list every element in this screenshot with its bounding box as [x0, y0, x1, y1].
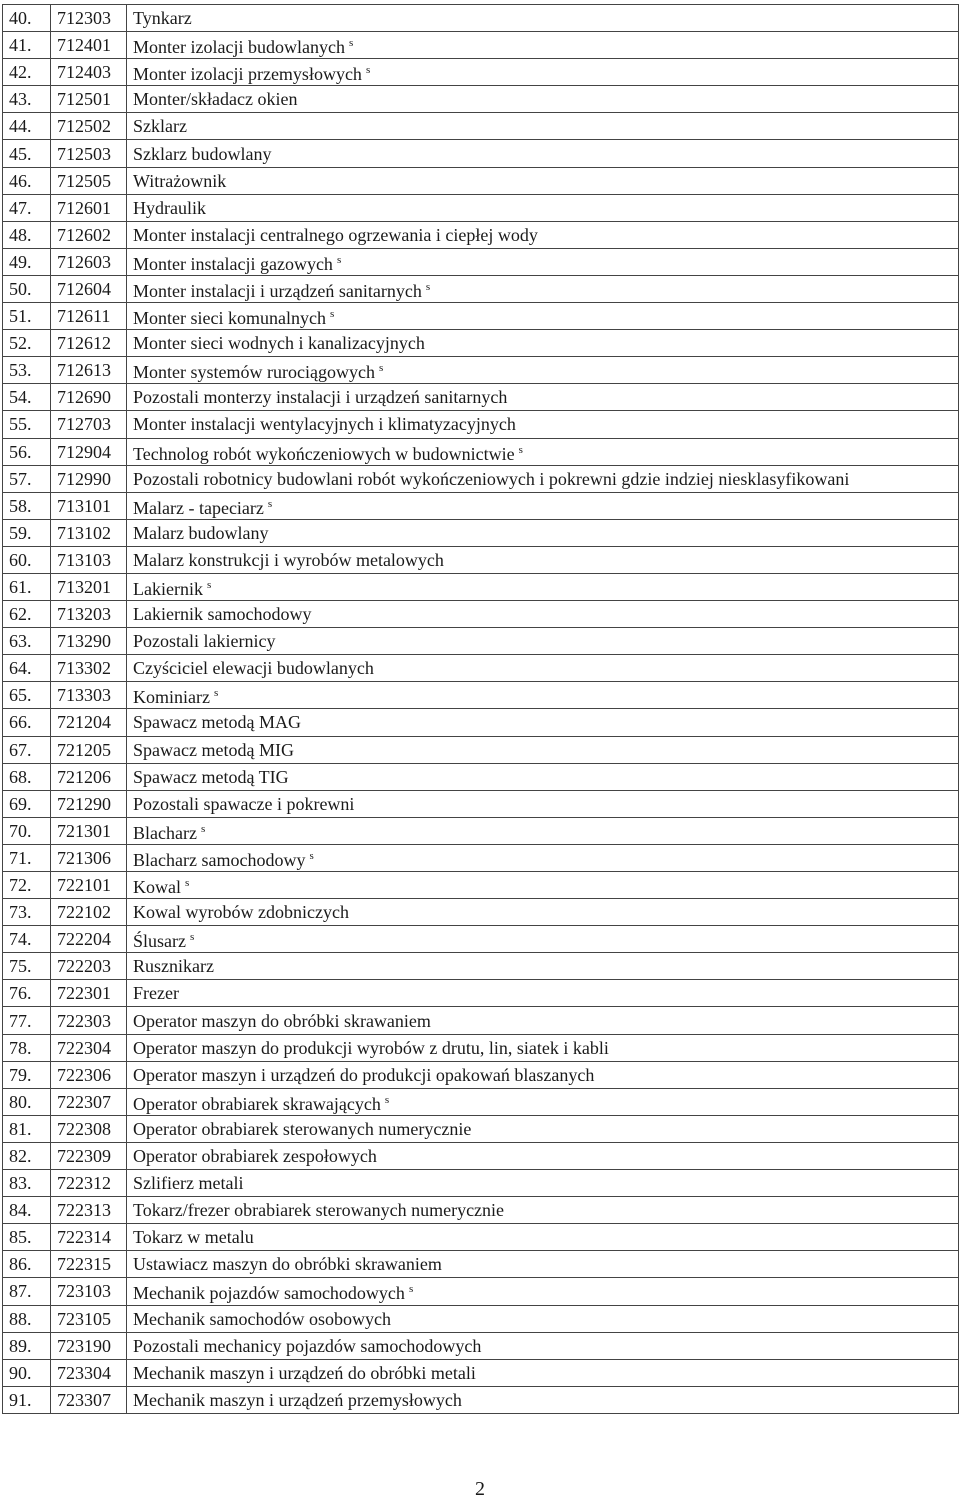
occupation-name-cell — [127, 411, 959, 438]
occupation-name-cell — [127, 248, 959, 275]
occupation-name: Monter instalacji i urządzeń sanitarnych — [133, 280, 422, 301]
occupation-code: 712604 — [51, 275, 127, 302]
occupation-name: Malarz konstrukcji i wyrobów metalowych — [133, 549, 444, 570]
occupation-name: Spawacz metodą MIG — [133, 739, 294, 760]
occupation-name-cell — [127, 86, 959, 113]
occupation-code: 712502 — [51, 113, 127, 140]
occupation-name: Pozostali monterzy instalacji i urządzeń sanitarnych — [133, 387, 508, 408]
row-number: 44. — [3, 113, 51, 140]
table-row — [3, 1034, 959, 1061]
occupation-code: 722307 — [51, 1088, 127, 1115]
occupation-name: Szlifierz metali — [133, 1173, 244, 1194]
table-row — [3, 248, 959, 275]
occupation-name-cell — [127, 1197, 959, 1224]
table-row — [3, 817, 959, 844]
row-number: 57. — [3, 465, 51, 492]
occupation-code: 713201 — [51, 573, 127, 600]
occupation-name-cell — [127, 1142, 959, 1169]
superscript-marker: s — [384, 1093, 390, 1106]
table-row — [3, 1305, 959, 1332]
occupation-name-cell — [127, 1224, 959, 1251]
occupation-code: 723103 — [51, 1278, 127, 1305]
occupation-code: 722315 — [51, 1251, 127, 1278]
occupation-name: Kowal wyrobów zdobniczych — [133, 902, 349, 923]
occupation-name: Operator obrabiarek skrawających — [133, 1093, 381, 1114]
superscript-marker: s — [213, 687, 219, 700]
table-row — [3, 790, 959, 817]
occupation-name: Mechanik samochodów osobowych — [133, 1308, 391, 1329]
occupation-code: 721290 — [51, 790, 127, 817]
occupation-name-cell — [127, 1278, 959, 1305]
occupation-name: Czyściciel elewacji budowlanych — [133, 658, 374, 679]
occupation-name-cell — [127, 275, 959, 302]
row-number: 85. — [3, 1224, 51, 1251]
occupation-code: 713203 — [51, 601, 127, 628]
row-number: 87. — [3, 1278, 51, 1305]
occupation-name: Kominiarz — [133, 687, 210, 708]
table-row — [3, 492, 959, 519]
row-number: 89. — [3, 1332, 51, 1359]
superscript-marker: s — [408, 1283, 414, 1296]
row-number: 86. — [3, 1251, 51, 1278]
table-row — [3, 628, 959, 655]
occupation-name-cell — [127, 465, 959, 492]
table-row — [3, 844, 959, 871]
occupation-name-cell — [127, 844, 959, 871]
row-number: 84. — [3, 1197, 51, 1224]
row-number: 59. — [3, 519, 51, 546]
occupation-code: 712501 — [51, 86, 127, 113]
row-number: 60. — [3, 546, 51, 573]
superscript-marker: s — [185, 877, 190, 890]
occupation-code: 712601 — [51, 194, 127, 221]
table-row — [3, 357, 959, 384]
row-number: 43. — [3, 86, 51, 113]
occupations-table — [2, 4, 959, 1414]
occupation-code: 713302 — [51, 655, 127, 682]
occupation-code: 712503 — [51, 140, 127, 167]
occupation-code: 721204 — [51, 709, 127, 736]
row-number: 64. — [3, 655, 51, 682]
occupation-name-cell — [127, 32, 959, 59]
occupation-name: Pozostali spawacze i pokrewni — [133, 793, 355, 814]
row-number: 76. — [3, 980, 51, 1007]
occupation-name: Lakiernik samochodowy — [133, 604, 312, 625]
occupation-name-cell — [127, 1332, 959, 1359]
occupation-name: Szklarz — [133, 116, 187, 137]
table-row — [3, 1007, 959, 1034]
occupation-code: 712690 — [51, 384, 127, 411]
occupation-name-cell — [127, 167, 959, 194]
table-row — [3, 330, 959, 357]
occupation-name-cell — [127, 194, 959, 221]
occupation-code: 722314 — [51, 1224, 127, 1251]
row-number: 54. — [3, 384, 51, 411]
occupation-code: 721306 — [51, 844, 127, 871]
row-number: 53. — [3, 357, 51, 384]
table-row — [3, 140, 959, 167]
table-row — [3, 1061, 959, 1088]
occupation-name: Tokarz w metalu — [133, 1227, 254, 1248]
table-row — [3, 465, 959, 492]
superscript-marker: s — [365, 64, 371, 77]
occupation-name-cell — [127, 438, 959, 465]
occupation-name-cell — [127, 1170, 959, 1197]
occupation-name-cell — [127, 357, 959, 384]
row-number: 91. — [3, 1386, 51, 1413]
occupation-name: Operator obrabiarek sterowanych numerycznie — [133, 1118, 472, 1139]
row-number: 48. — [3, 221, 51, 248]
occupation-name-cell — [127, 1359, 959, 1386]
row-number: 68. — [3, 763, 51, 790]
table-row — [3, 573, 959, 600]
occupation-code: 722306 — [51, 1061, 127, 1088]
row-number: 61. — [3, 573, 51, 600]
occupation-name-cell — [127, 573, 959, 600]
row-number: 40. — [3, 5, 51, 32]
table-row — [3, 899, 959, 926]
table-row — [3, 1386, 959, 1413]
row-number: 50. — [3, 275, 51, 302]
occupation-code: 722203 — [51, 953, 127, 980]
row-number: 52. — [3, 330, 51, 357]
occupation-code: 712990 — [51, 465, 127, 492]
occupation-code: 712603 — [51, 248, 127, 275]
row-number: 41. — [3, 32, 51, 59]
table-row — [3, 411, 959, 438]
occupation-name: Monter/składacz okien — [133, 89, 298, 110]
superscript-marker: s — [518, 443, 523, 456]
occupation-name-cell — [127, 1034, 959, 1061]
occupation-code: 723304 — [51, 1359, 127, 1386]
row-number: 67. — [3, 736, 51, 763]
superscript-marker: s — [425, 280, 431, 293]
row-number: 42. — [3, 59, 51, 86]
occupation-code: 712403 — [51, 59, 127, 86]
occupation-name: Monter instalacji wentylacyjnych i klimatyzacyjnych — [133, 414, 516, 435]
table-row — [3, 86, 959, 113]
occupation-name-cell — [127, 682, 959, 709]
occupation-name: Blacharz — [133, 822, 197, 843]
occupation-name: Mechanik maszyn i urządzeń do obróbki metali — [133, 1362, 476, 1383]
table-row — [3, 1088, 959, 1115]
row-number: 77. — [3, 1007, 51, 1034]
occupation-code: 722301 — [51, 980, 127, 1007]
row-number: 73. — [3, 899, 51, 926]
superscript-marker: s — [267, 497, 273, 510]
table-row — [3, 275, 959, 302]
occupation-name-cell — [127, 519, 959, 546]
occupation-name: Ślusarz — [133, 931, 186, 952]
occupation-name: Monter sieci wodnych i kanalizacyjnych — [133, 333, 425, 354]
occupation-code: 721206 — [51, 763, 127, 790]
occupation-name-cell — [127, 384, 959, 411]
occupation-name: Mechanik maszyn i urządzeń przemysłowych — [133, 1389, 462, 1410]
table-row — [3, 59, 959, 86]
occupation-name-cell — [127, 113, 959, 140]
occupation-code: 712703 — [51, 411, 127, 438]
table-row — [3, 1332, 959, 1359]
table-row — [3, 1170, 959, 1197]
table-row — [3, 953, 959, 980]
occupation-code: 721301 — [51, 817, 127, 844]
table-row — [3, 5, 959, 32]
occupation-name: Monter izolacji budowlanych — [133, 37, 345, 58]
occupation-name-cell — [127, 330, 959, 357]
row-number: 55. — [3, 411, 51, 438]
row-number: 83. — [3, 1170, 51, 1197]
occupation-name-cell — [127, 221, 959, 248]
table-row — [3, 655, 959, 682]
table-row — [3, 926, 959, 953]
occupation-code: 713101 — [51, 492, 127, 519]
occupation-name-cell — [127, 5, 959, 32]
table-row — [3, 763, 959, 790]
superscript-marker: s — [190, 931, 195, 944]
occupation-name: Malarz - tapeciarz — [133, 497, 264, 518]
occupation-name-cell — [127, 601, 959, 628]
table-row — [3, 167, 959, 194]
occupation-name: Mechanik pojazdów samochodowych — [133, 1283, 405, 1304]
table-row — [3, 1251, 959, 1278]
occupation-name: Pozostali mechanicy pojazdów samochodowych — [133, 1335, 482, 1356]
superscript-marker: s — [206, 579, 212, 592]
row-number: 82. — [3, 1142, 51, 1169]
table-row — [3, 32, 959, 59]
row-number: 72. — [3, 872, 51, 899]
superscript-marker: s — [309, 849, 314, 862]
table-row — [3, 709, 959, 736]
row-number: 47. — [3, 194, 51, 221]
occupation-name-cell — [127, 872, 959, 899]
occupation-name-cell — [127, 628, 959, 655]
occupation-name: Operator obrabiarek zespołowych — [133, 1145, 377, 1166]
occupation-code: 713290 — [51, 628, 127, 655]
occupation-name: Monter systemów rurociągowych — [133, 362, 375, 383]
occupation-name-cell — [127, 1386, 959, 1413]
table-row — [3, 1359, 959, 1386]
occupation-name: Malarz budowlany — [133, 522, 269, 543]
page-number: 2 — [475, 1478, 485, 1500]
occupation-code: 722308 — [51, 1115, 127, 1142]
occupation-name: Witrażownik — [133, 170, 227, 191]
occupation-name: Hydraulik — [133, 197, 206, 218]
row-number: 90. — [3, 1359, 51, 1386]
occupation-name-cell — [127, 1061, 959, 1088]
row-number: 58. — [3, 492, 51, 519]
occupation-name: Monter instalacji gazowych — [133, 253, 333, 274]
occupation-name-cell — [127, 980, 959, 1007]
table-row — [3, 546, 959, 573]
occupation-code: 722303 — [51, 1007, 127, 1034]
row-number: 78. — [3, 1034, 51, 1061]
row-number: 45. — [3, 140, 51, 167]
table-row — [3, 221, 959, 248]
row-number: 74. — [3, 926, 51, 953]
superscript-marker: s — [336, 253, 342, 266]
row-number: 88. — [3, 1305, 51, 1332]
superscript-marker: s — [200, 822, 206, 835]
row-number: 80. — [3, 1088, 51, 1115]
occupation-name-cell — [127, 492, 959, 519]
row-number: 49. — [3, 248, 51, 275]
occupation-name: Szklarz budowlany — [133, 143, 272, 164]
table-row — [3, 384, 959, 411]
table-row — [3, 601, 959, 628]
occupation-name-cell — [127, 817, 959, 844]
occupations-table-body — [3, 5, 959, 1414]
occupation-name-cell — [127, 303, 959, 330]
row-number: 70. — [3, 817, 51, 844]
row-number: 75. — [3, 953, 51, 980]
occupation-name-cell — [127, 140, 959, 167]
occupation-name: Monter izolacji przemysłowych — [133, 64, 362, 85]
occupation-name: Lakiernik — [133, 579, 203, 600]
occupation-code: 713103 — [51, 546, 127, 573]
row-number: 71. — [3, 844, 51, 871]
row-number: 51. — [3, 303, 51, 330]
occupation-name: Spawacz metodą MAG — [133, 712, 301, 733]
occupation-name: Technolog robót wykończeniowych w budownictwie — [133, 443, 515, 464]
occupation-name-cell — [127, 709, 959, 736]
occupation-name: Operator maszyn do obróbki skrawaniem — [133, 1010, 431, 1031]
occupation-name: Frezer — [133, 983, 179, 1004]
row-number: 66. — [3, 709, 51, 736]
occupation-name-cell — [127, 926, 959, 953]
occupation-name: Spawacz metodą TIG — [133, 766, 289, 787]
table-row — [3, 194, 959, 221]
occupation-code: 712612 — [51, 330, 127, 357]
table-row — [3, 1197, 959, 1224]
occupation-name-cell — [127, 1305, 959, 1332]
occupation-name: Operator maszyn i urządzeń do produkcji opakowań blaszanych — [133, 1064, 595, 1085]
occupation-code: 712602 — [51, 221, 127, 248]
occupation-name-cell — [127, 1251, 959, 1278]
superscript-marker: s — [378, 362, 384, 375]
occupation-name: Tokarz/frezer obrabiarek sterowanych numerycznie — [133, 1200, 505, 1221]
occupation-name-cell — [127, 736, 959, 763]
occupation-name-cell — [127, 1007, 959, 1034]
occupation-code: 722102 — [51, 899, 127, 926]
table-row — [3, 303, 959, 330]
occupation-name-cell — [127, 1115, 959, 1142]
occupation-code: 722204 — [51, 926, 127, 953]
occupation-name: Tynkarz — [133, 8, 192, 29]
occupation-name-cell — [127, 899, 959, 926]
table-row — [3, 1224, 959, 1251]
occupation-name-cell — [127, 953, 959, 980]
occupation-name: Monter instalacji centralnego ogrzewania i ciepłej wody — [133, 224, 538, 245]
occupation-code: 721205 — [51, 736, 127, 763]
occupation-name-cell — [127, 763, 959, 790]
table-row — [3, 519, 959, 546]
row-number: 79. — [3, 1061, 51, 1088]
occupation-code: 722309 — [51, 1142, 127, 1169]
row-number: 63. — [3, 628, 51, 655]
occupation-name: Ustawiacz maszyn do obróbki skrawaniem — [133, 1254, 442, 1275]
occupation-code: 713303 — [51, 682, 127, 709]
occupation-name: Pozostali robotnicy budowlani robót wykończeniowych i pokrewni gdzie indziej niesklasyfikowani — [133, 468, 850, 489]
occupation-code: 723190 — [51, 1332, 127, 1359]
table-row — [3, 113, 959, 140]
occupation-code: 712904 — [51, 438, 127, 465]
occupation-code: 722313 — [51, 1197, 127, 1224]
row-number: 65. — [3, 682, 51, 709]
occupation-name: Rusznikarz — [133, 956, 214, 977]
occupation-name-cell — [127, 655, 959, 682]
occupation-code: 722101 — [51, 872, 127, 899]
occupation-name-cell — [127, 790, 959, 817]
table-row — [3, 872, 959, 899]
occupation-code: 712401 — [51, 32, 127, 59]
occupation-code: 712613 — [51, 357, 127, 384]
row-number: 56. — [3, 438, 51, 465]
occupation-name: Blacharz samochodowy — [133, 849, 306, 870]
occupation-code: 712505 — [51, 167, 127, 194]
occupation-name-cell — [127, 1088, 959, 1115]
occupation-code: 722304 — [51, 1034, 127, 1061]
table-row — [3, 736, 959, 763]
occupation-code: 723105 — [51, 1305, 127, 1332]
table-row — [3, 682, 959, 709]
occupation-name-cell — [127, 59, 959, 86]
superscript-marker: s — [348, 37, 354, 50]
table-row — [3, 438, 959, 465]
occupation-name: Pozostali lakiernicy — [133, 631, 276, 652]
occupation-code: 712611 — [51, 303, 127, 330]
row-number: 81. — [3, 1115, 51, 1142]
table-row — [3, 980, 959, 1007]
row-number: 46. — [3, 167, 51, 194]
table-row — [3, 1115, 959, 1142]
occupation-name: Kowal — [133, 877, 181, 898]
row-number: 69. — [3, 790, 51, 817]
row-number: 62. — [3, 601, 51, 628]
occupation-name: Monter sieci komunalnych — [133, 308, 326, 329]
occupation-code: 713102 — [51, 519, 127, 546]
occupation-code: 723307 — [51, 1386, 127, 1413]
occupation-code: 712303 — [51, 5, 127, 32]
superscript-marker: s — [329, 308, 335, 321]
table-row — [3, 1142, 959, 1169]
table-row — [3, 1278, 959, 1305]
occupation-name-cell — [127, 546, 959, 573]
occupation-name: Operator maszyn do produkcji wyrobów z drutu, lin, siatek i kabli — [133, 1037, 609, 1058]
occupation-code: 722312 — [51, 1170, 127, 1197]
